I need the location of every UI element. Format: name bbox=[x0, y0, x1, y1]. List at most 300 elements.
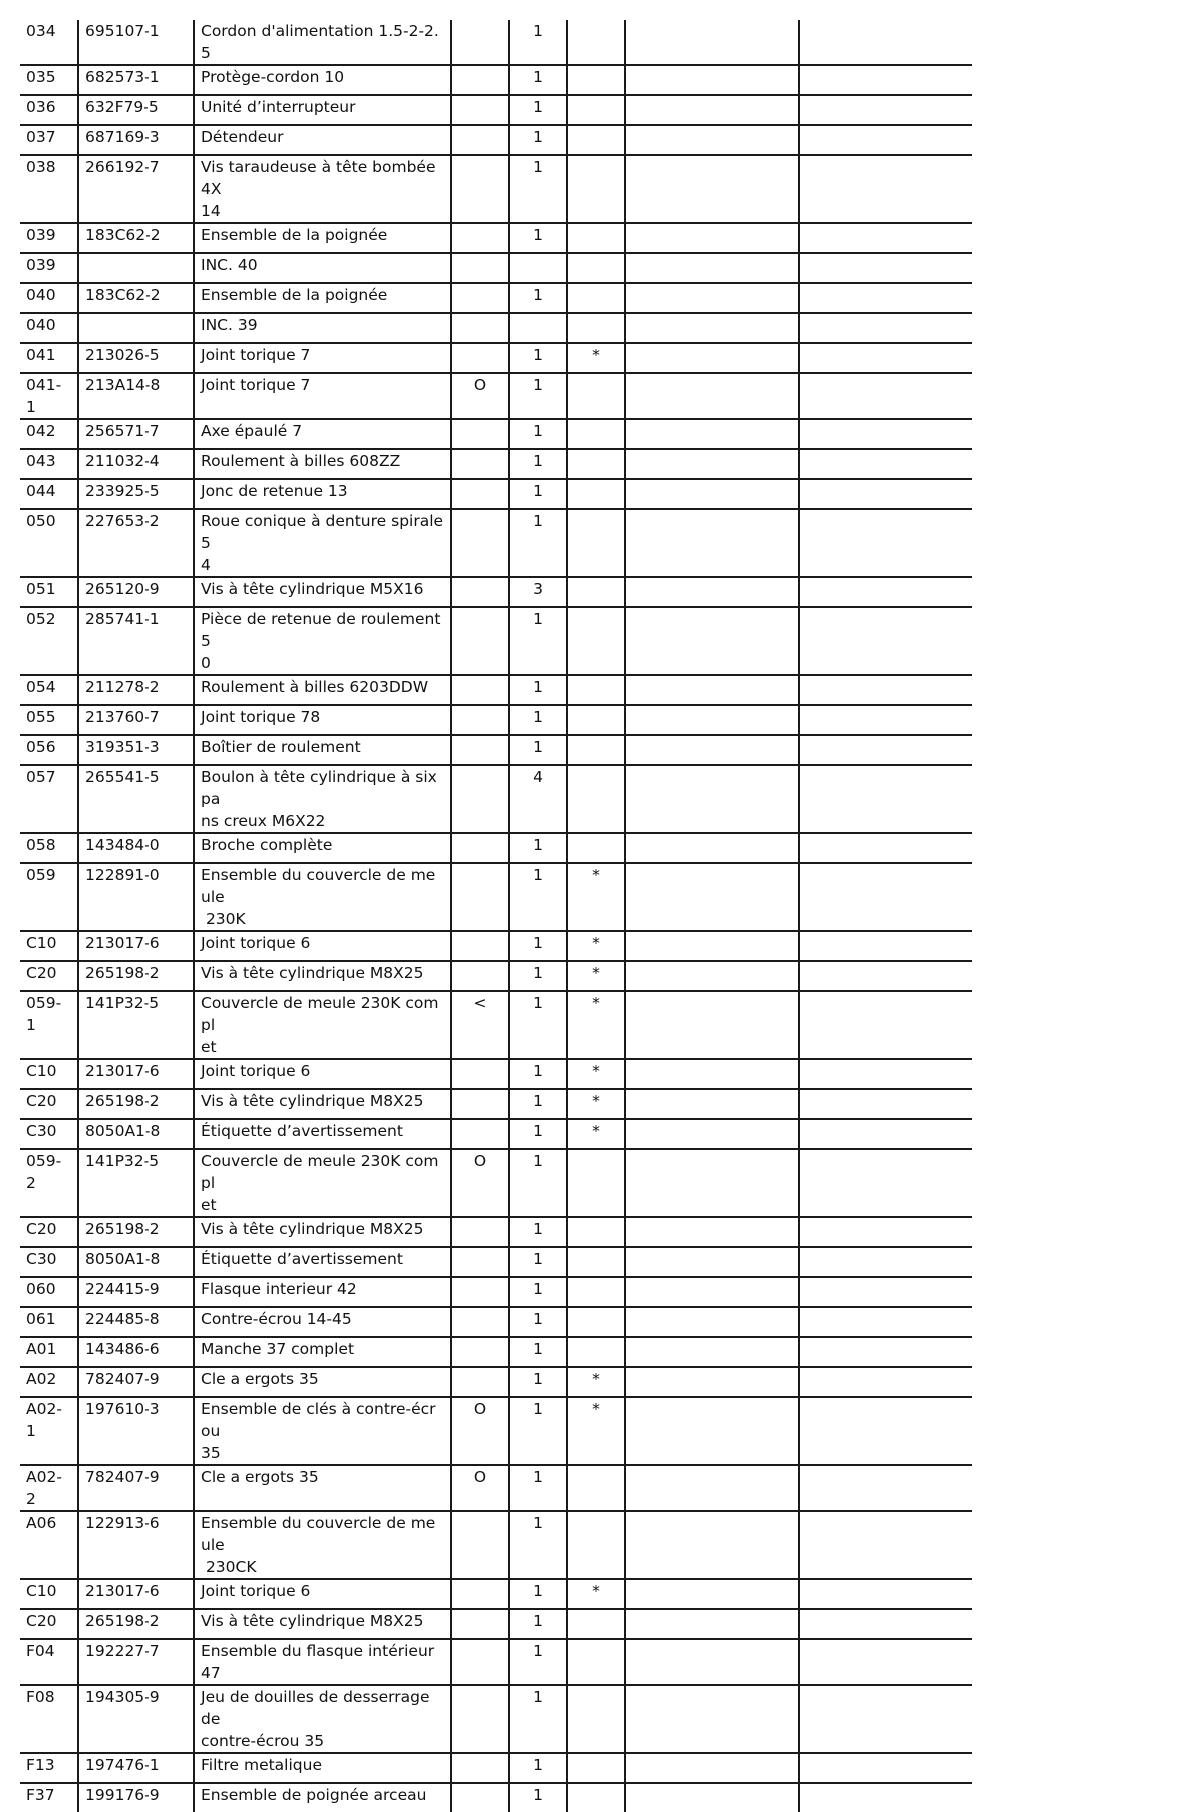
part-number-cell: 197610-3 bbox=[78, 1397, 194, 1465]
part-number-cell: 8050A1-8 bbox=[78, 1119, 194, 1149]
note-star-cell bbox=[567, 1337, 625, 1367]
parts-list-body bbox=[20, 20, 972, 1812]
note-star-cell: * bbox=[567, 343, 625, 373]
blank-cell bbox=[625, 1783, 799, 1812]
part-number-cell: 213026-5 bbox=[78, 343, 194, 373]
blank-cell bbox=[625, 283, 799, 313]
blank-cell bbox=[799, 1119, 972, 1149]
note-star-cell bbox=[567, 1783, 625, 1812]
table-row bbox=[20, 20, 972, 65]
blank-cell bbox=[799, 1149, 972, 1217]
ref-cell: F13 bbox=[20, 1753, 78, 1783]
quantity-cell: 1 bbox=[509, 343, 567, 373]
quantity-cell: 1 bbox=[509, 20, 567, 65]
table-row bbox=[20, 223, 972, 253]
blank-cell bbox=[625, 991, 799, 1059]
ref-cell: 061 bbox=[20, 1307, 78, 1337]
mark-cell: O bbox=[451, 1465, 509, 1511]
quantity-cell: 1 bbox=[509, 1089, 567, 1119]
note-star-cell bbox=[567, 1247, 625, 1277]
blank-cell bbox=[625, 1059, 799, 1089]
table-row bbox=[20, 95, 972, 125]
blank-cell bbox=[625, 1307, 799, 1337]
table-row bbox=[20, 65, 972, 95]
blank-cell bbox=[799, 419, 972, 449]
mark-cell bbox=[451, 577, 509, 607]
description-cell: Joint torique 7 bbox=[194, 343, 451, 373]
blank-cell bbox=[799, 1753, 972, 1783]
blank-cell bbox=[625, 509, 799, 577]
quantity-cell: 1 bbox=[509, 1119, 567, 1149]
blank-cell bbox=[799, 735, 972, 765]
quantity-cell: 1 bbox=[509, 65, 567, 95]
blank-cell bbox=[799, 223, 972, 253]
ref-cell: 035 bbox=[20, 65, 78, 95]
description-cell: Joint torique 6 bbox=[194, 1059, 451, 1089]
table-row bbox=[20, 833, 972, 863]
blank-cell bbox=[625, 343, 799, 373]
note-star-cell bbox=[567, 1609, 625, 1639]
note-star-cell: * bbox=[567, 1367, 625, 1397]
table-row bbox=[20, 1089, 972, 1119]
description-cell: Ensemble du flasque intérieur 47 bbox=[194, 1639, 451, 1685]
note-star-cell: * bbox=[567, 1119, 625, 1149]
ref-cell: 037 bbox=[20, 125, 78, 155]
blank-cell bbox=[799, 125, 972, 155]
mark-cell bbox=[451, 253, 509, 283]
mark-cell bbox=[451, 343, 509, 373]
ref-cell: 058 bbox=[20, 833, 78, 863]
ref-cell: 056 bbox=[20, 735, 78, 765]
blank-cell bbox=[625, 1639, 799, 1685]
description-cell: Roulement à billes 6203DDW bbox=[194, 675, 451, 705]
blank-cell bbox=[625, 1089, 799, 1119]
blank-cell bbox=[625, 313, 799, 343]
quantity-cell bbox=[509, 253, 567, 283]
part-number-cell: 211278-2 bbox=[78, 675, 194, 705]
blank-cell bbox=[625, 675, 799, 705]
ref-cell: A02-1 bbox=[20, 1397, 78, 1465]
blank-cell bbox=[799, 1089, 972, 1119]
ref-cell: 059-1 bbox=[20, 991, 78, 1059]
quantity-cell: 1 bbox=[509, 1511, 567, 1579]
blank-cell bbox=[799, 283, 972, 313]
description-cell: Unité d’interrupteur bbox=[194, 95, 451, 125]
table-row bbox=[20, 961, 972, 991]
blank-cell bbox=[799, 65, 972, 95]
mark-cell bbox=[451, 1753, 509, 1783]
quantity-cell: 1 bbox=[509, 833, 567, 863]
blank-cell bbox=[625, 577, 799, 607]
part-number-cell: 141P32-5 bbox=[78, 1149, 194, 1217]
description-cell: Ensemble du couvercle de meule 230K bbox=[194, 863, 451, 931]
part-number-cell: 695107-1 bbox=[78, 20, 194, 65]
blank-cell bbox=[625, 765, 799, 833]
quantity-cell: 1 bbox=[509, 509, 567, 577]
table-row bbox=[20, 1217, 972, 1247]
note-star-cell bbox=[567, 479, 625, 509]
table-row bbox=[20, 125, 972, 155]
description-cell: Vis à tête cylindrique M5X16 bbox=[194, 577, 451, 607]
description-cell: Boulon à tête cylindrique à six pa ns creux M6X22 bbox=[194, 765, 451, 833]
mark-cell bbox=[451, 765, 509, 833]
blank-cell bbox=[799, 1307, 972, 1337]
quantity-cell: 1 bbox=[509, 373, 567, 419]
description-cell: Vis taraudeuse à tête bombée 4X 14 bbox=[194, 155, 451, 223]
part-number-cell: 224485-8 bbox=[78, 1307, 194, 1337]
quantity-cell: 1 bbox=[509, 1753, 567, 1783]
description-cell: Ensemble de la poignée bbox=[194, 223, 451, 253]
description-cell: Étiquette d’avertissement bbox=[194, 1119, 451, 1149]
ref-cell: 042 bbox=[20, 419, 78, 449]
blank-cell bbox=[799, 95, 972, 125]
ref-cell: F08 bbox=[20, 1685, 78, 1753]
blank-cell bbox=[799, 991, 972, 1059]
part-number-cell: 199176-9 bbox=[78, 1783, 194, 1812]
ref-cell: C20 bbox=[20, 961, 78, 991]
blank-cell bbox=[799, 343, 972, 373]
blank-cell bbox=[625, 705, 799, 735]
ref-cell: 038 bbox=[20, 155, 78, 223]
ref-cell: 052 bbox=[20, 607, 78, 675]
note-star-cell bbox=[567, 449, 625, 479]
blank-cell bbox=[799, 1685, 972, 1753]
quantity-cell: 1 bbox=[509, 1465, 567, 1511]
quantity-cell: 1 bbox=[509, 863, 567, 931]
mark-cell bbox=[451, 863, 509, 931]
blank-cell bbox=[799, 1277, 972, 1307]
table-row bbox=[20, 1119, 972, 1149]
description-cell: Axe épaulé 7 bbox=[194, 419, 451, 449]
mark-cell bbox=[451, 1783, 509, 1812]
table-row bbox=[20, 373, 972, 419]
quantity-cell: 1 bbox=[509, 705, 567, 735]
table-row bbox=[20, 1397, 972, 1465]
mark-cell: O bbox=[451, 1397, 509, 1465]
note-star-cell bbox=[567, 1753, 625, 1783]
table-row bbox=[20, 1579, 972, 1609]
note-star-cell bbox=[567, 1511, 625, 1579]
quantity-cell: 1 bbox=[509, 95, 567, 125]
part-number-cell: 265198-2 bbox=[78, 1089, 194, 1119]
quantity-cell: 1 bbox=[509, 449, 567, 479]
description-cell: Cle a ergots 35 bbox=[194, 1465, 451, 1511]
blank-cell bbox=[799, 931, 972, 961]
blank-cell bbox=[799, 833, 972, 863]
note-star-cell bbox=[567, 65, 625, 95]
quantity-cell: 4 bbox=[509, 765, 567, 833]
note-star-cell bbox=[567, 283, 625, 313]
blank-cell bbox=[625, 961, 799, 991]
table-row bbox=[20, 1465, 972, 1511]
mark-cell bbox=[451, 1337, 509, 1367]
quantity-cell: 1 bbox=[509, 223, 567, 253]
description-cell: Cle a ergots 35 bbox=[194, 1367, 451, 1397]
quantity-cell: 1 bbox=[509, 1217, 567, 1247]
blank-cell bbox=[625, 1119, 799, 1149]
ref-cell: C20 bbox=[20, 1609, 78, 1639]
table-row bbox=[20, 1685, 972, 1753]
description-cell: Vis à tête cylindrique M8X25 bbox=[194, 1609, 451, 1639]
blank-cell bbox=[799, 509, 972, 577]
table-row bbox=[20, 253, 972, 283]
blank-cell bbox=[799, 863, 972, 931]
description-cell: Contre-écrou 14-45 bbox=[194, 1307, 451, 1337]
ref-cell: 043 bbox=[20, 449, 78, 479]
ref-cell: 054 bbox=[20, 675, 78, 705]
quantity-cell: 1 bbox=[509, 961, 567, 991]
description-cell: INC. 39 bbox=[194, 313, 451, 343]
mark-cell bbox=[451, 125, 509, 155]
blank-cell bbox=[625, 1465, 799, 1511]
blank-cell bbox=[799, 1337, 972, 1367]
part-number-cell: 782407-9 bbox=[78, 1367, 194, 1397]
mark-cell bbox=[451, 1639, 509, 1685]
quantity-cell: 1 bbox=[509, 1367, 567, 1397]
table-row bbox=[20, 1609, 972, 1639]
description-cell: Broche complète bbox=[194, 833, 451, 863]
table-row bbox=[20, 675, 972, 705]
note-star-cell bbox=[567, 1217, 625, 1247]
mark-cell bbox=[451, 607, 509, 675]
blank-cell bbox=[625, 1397, 799, 1465]
description-cell: Boîtier de roulement bbox=[194, 735, 451, 765]
blank-cell bbox=[625, 607, 799, 675]
description-cell: Couvercle de meule 230K compl et bbox=[194, 991, 451, 1059]
note-star-cell: * bbox=[567, 1059, 625, 1089]
table-row bbox=[20, 705, 972, 735]
table-row bbox=[20, 155, 972, 223]
note-star-cell bbox=[567, 833, 625, 863]
note-star-cell bbox=[567, 20, 625, 65]
part-number-cell: 122891-0 bbox=[78, 863, 194, 931]
mark-cell bbox=[451, 155, 509, 223]
blank-cell bbox=[625, 1579, 799, 1609]
mark-cell bbox=[451, 449, 509, 479]
description-cell: Ensemble du couvercle de meule 230CK bbox=[194, 1511, 451, 1579]
mark-cell bbox=[451, 705, 509, 735]
description-cell: Détendeur bbox=[194, 125, 451, 155]
blank-cell bbox=[799, 479, 972, 509]
description-cell: Vis à tête cylindrique M8X25 bbox=[194, 961, 451, 991]
part-number-cell: 632F79-5 bbox=[78, 95, 194, 125]
blank-cell bbox=[625, 1337, 799, 1367]
description-cell: Jonc de retenue 13 bbox=[194, 479, 451, 509]
note-star-cell bbox=[567, 1639, 625, 1685]
description-cell: Flasque interieur 42 bbox=[194, 1277, 451, 1307]
ref-cell: 059 bbox=[20, 863, 78, 931]
blank-cell bbox=[799, 1609, 972, 1639]
blank-cell bbox=[799, 1465, 972, 1511]
part-number-cell: 183C62-2 bbox=[78, 223, 194, 253]
note-star-cell bbox=[567, 223, 625, 253]
part-number-cell: 143484-0 bbox=[78, 833, 194, 863]
part-number-cell: 265198-2 bbox=[78, 1609, 194, 1639]
part-number-cell: 265120-9 bbox=[78, 577, 194, 607]
description-cell: Filtre metalique bbox=[194, 1753, 451, 1783]
blank-cell bbox=[625, 1217, 799, 1247]
part-number-cell: 213A14-8 bbox=[78, 373, 194, 419]
note-star-cell: * bbox=[567, 991, 625, 1059]
blank-cell bbox=[799, 155, 972, 223]
description-cell: Protège-cordon 10 bbox=[194, 65, 451, 95]
note-star-cell: * bbox=[567, 1089, 625, 1119]
table-row bbox=[20, 931, 972, 961]
blank-cell bbox=[625, 735, 799, 765]
note-star-cell bbox=[567, 509, 625, 577]
ref-cell: 050 bbox=[20, 509, 78, 577]
description-cell: Joint torique 6 bbox=[194, 1579, 451, 1609]
description-cell: Joint torique 7 bbox=[194, 373, 451, 419]
quantity-cell: 1 bbox=[509, 1149, 567, 1217]
note-star-cell: * bbox=[567, 961, 625, 991]
table-row bbox=[20, 343, 972, 373]
note-star-cell bbox=[567, 419, 625, 449]
quantity-cell: 1 bbox=[509, 735, 567, 765]
mark-cell bbox=[451, 735, 509, 765]
mark-cell bbox=[451, 283, 509, 313]
part-number-cell: 227653-2 bbox=[78, 509, 194, 577]
ref-cell: 060 bbox=[20, 1277, 78, 1307]
note-star-cell bbox=[567, 675, 625, 705]
mark-cell bbox=[451, 1609, 509, 1639]
blank-cell bbox=[625, 449, 799, 479]
quantity-cell: 1 bbox=[509, 283, 567, 313]
blank-cell bbox=[625, 155, 799, 223]
description-cell: Pièce de retenue de roulement 5 0 bbox=[194, 607, 451, 675]
mark-cell bbox=[451, 419, 509, 449]
note-star-cell bbox=[567, 313, 625, 343]
blank-cell bbox=[799, 1397, 972, 1465]
mark-cell bbox=[451, 1089, 509, 1119]
note-star-cell bbox=[567, 765, 625, 833]
ref-cell: 040 bbox=[20, 313, 78, 343]
mark-cell bbox=[451, 1685, 509, 1753]
description-cell: Roulement à billes 608ZZ bbox=[194, 449, 451, 479]
ref-cell: C20 bbox=[20, 1217, 78, 1247]
blank-cell bbox=[625, 1367, 799, 1397]
ref-cell: F04 bbox=[20, 1639, 78, 1685]
ref-cell: 057 bbox=[20, 765, 78, 833]
part-number-cell: 256571-7 bbox=[78, 419, 194, 449]
quantity-cell: 1 bbox=[509, 1247, 567, 1277]
table-row bbox=[20, 1511, 972, 1579]
blank-cell bbox=[625, 125, 799, 155]
description-cell: Étiquette d’avertissement bbox=[194, 1247, 451, 1277]
note-star-cell bbox=[567, 253, 625, 283]
part-number-cell: 265198-2 bbox=[78, 961, 194, 991]
blank-cell bbox=[625, 20, 799, 65]
description-cell: Joint torique 6 bbox=[194, 931, 451, 961]
blank-cell bbox=[625, 833, 799, 863]
mark-cell: O bbox=[451, 373, 509, 419]
part-number-cell bbox=[78, 313, 194, 343]
quantity-cell: 1 bbox=[509, 1639, 567, 1685]
blank-cell bbox=[799, 1217, 972, 1247]
mark-cell bbox=[451, 1247, 509, 1277]
mark-cell bbox=[451, 833, 509, 863]
blank-cell bbox=[799, 961, 972, 991]
mark-cell bbox=[451, 1217, 509, 1247]
quantity-cell: 1 bbox=[509, 1609, 567, 1639]
mark-cell bbox=[451, 1119, 509, 1149]
blank-cell bbox=[625, 223, 799, 253]
mark-cell bbox=[451, 223, 509, 253]
ref-cell: 039 bbox=[20, 253, 78, 283]
quantity-cell bbox=[509, 313, 567, 343]
note-star-cell bbox=[567, 125, 625, 155]
part-number-cell: 122913-6 bbox=[78, 1511, 194, 1579]
ref-cell: 055 bbox=[20, 705, 78, 735]
blank-cell bbox=[799, 373, 972, 419]
part-number-cell: 265198-2 bbox=[78, 1217, 194, 1247]
ref-cell: C30 bbox=[20, 1119, 78, 1149]
mark-cell bbox=[451, 65, 509, 95]
blank-cell bbox=[799, 20, 972, 65]
description-cell: Jeu de douilles de desserrage de contre-écrou 35 bbox=[194, 1685, 451, 1753]
mark-cell bbox=[451, 675, 509, 705]
table-row bbox=[20, 1337, 972, 1367]
ref-cell: 041 bbox=[20, 343, 78, 373]
table-row bbox=[20, 863, 972, 931]
blank-cell bbox=[625, 65, 799, 95]
table-row bbox=[20, 1783, 972, 1812]
mark-cell bbox=[451, 95, 509, 125]
table-row bbox=[20, 1367, 972, 1397]
part-number-cell: 782407-9 bbox=[78, 1465, 194, 1511]
quantity-cell: 1 bbox=[509, 1059, 567, 1089]
mark-cell bbox=[451, 20, 509, 65]
ref-cell: A02-2 bbox=[20, 1465, 78, 1511]
blank-cell bbox=[625, 95, 799, 125]
part-number-cell: 224415-9 bbox=[78, 1277, 194, 1307]
note-star-cell bbox=[567, 577, 625, 607]
quantity-cell: 1 bbox=[509, 991, 567, 1059]
description-cell: Couvercle de meule 230K compl et bbox=[194, 1149, 451, 1217]
quantity-cell: 1 bbox=[509, 155, 567, 223]
blank-cell bbox=[799, 765, 972, 833]
table-row bbox=[20, 509, 972, 577]
mark-cell bbox=[451, 1059, 509, 1089]
ref-cell: C30 bbox=[20, 1247, 78, 1277]
blank-cell bbox=[799, 313, 972, 343]
part-number-cell: 213017-6 bbox=[78, 931, 194, 961]
quantity-cell: 1 bbox=[509, 419, 567, 449]
note-star-cell: * bbox=[567, 863, 625, 931]
description-cell: Vis à tête cylindrique M8X25 bbox=[194, 1217, 451, 1247]
mark-cell bbox=[451, 509, 509, 577]
quantity-cell: 1 bbox=[509, 1685, 567, 1753]
blank-cell bbox=[625, 931, 799, 961]
ref-cell: A02 bbox=[20, 1367, 78, 1397]
quantity-cell: 1 bbox=[509, 1579, 567, 1609]
note-star-cell: * bbox=[567, 931, 625, 961]
description-cell: Roue conique à denture spirale 5 4 bbox=[194, 509, 451, 577]
quantity-cell: 1 bbox=[509, 931, 567, 961]
mark-cell bbox=[451, 1579, 509, 1609]
blank-cell bbox=[625, 1685, 799, 1753]
ref-cell: C10 bbox=[20, 1579, 78, 1609]
ref-cell: 041-1 bbox=[20, 373, 78, 419]
note-star-cell bbox=[567, 1685, 625, 1753]
note-star-cell bbox=[567, 1307, 625, 1337]
part-number-cell: 213017-6 bbox=[78, 1059, 194, 1089]
part-number-cell: 213017-6 bbox=[78, 1579, 194, 1609]
mark-cell bbox=[451, 1367, 509, 1397]
quantity-cell: 1 bbox=[509, 479, 567, 509]
blank-cell bbox=[625, 373, 799, 419]
part-number-cell: 141P32-5 bbox=[78, 991, 194, 1059]
